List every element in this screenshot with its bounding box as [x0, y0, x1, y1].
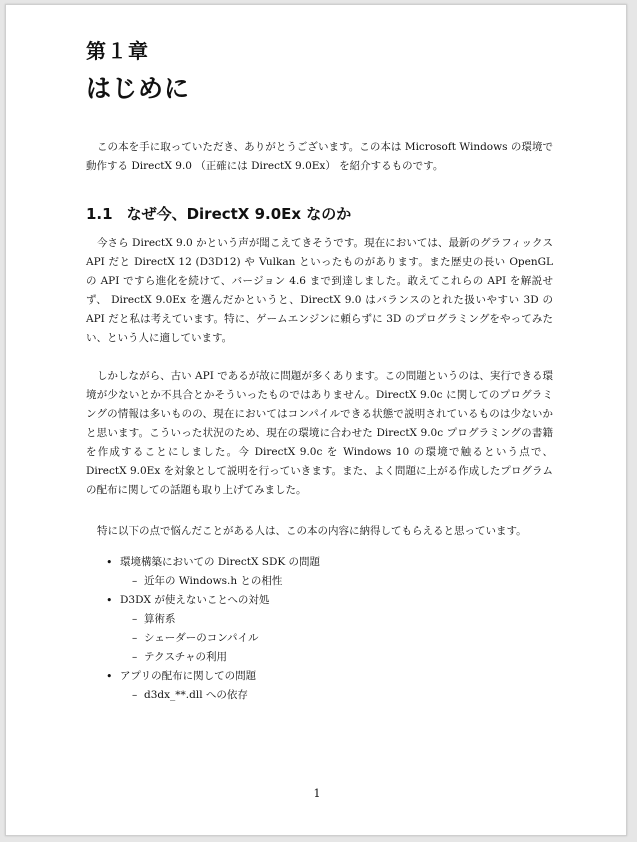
chapter-title: はじめに [86, 74, 191, 103]
body-paragraph: しかしながら、古い API であるが故に問題が多くあります。この問題というのは、実行できる環境が少ないとか不具合とかそういったものではありません。DirectX 9.0c に関してのプログラミングの情報は多いものの、現在においてはコンパイルできる状態で説明されているものは少ないかと思います。こういった状況のため、現在の環境に合わせた DirectX 9.0c プログラミングの書籍を作成することにしました。今 DirectX 9.0c を Windows 10 の環境で触るという点で、 DirectX 9.0Ex を対象として説明を行っていきます。また、よく問題に上がる作成したプログラムの配布に関しての話題も取り上げてみました。 [86, 370, 553, 496]
sub-list-item: – テクスチャの利用 [132, 648, 546, 667]
list-item-text: D3DX が使えないことへの対処 [120, 594, 270, 606]
sub-list-item: – 近年の Windows.h との相性 [132, 572, 546, 591]
body-paragraph: 特に以下の点で悩んだことがある人は、この本の内容に納得してもらえると思っています。 [97, 525, 527, 537]
section-title: なぜ今、DirectX 9.0Ex なのか [126, 205, 352, 223]
list-item-text: 環境構築においての DirectX SDK の問題 [120, 556, 321, 568]
intro-paragraph: この本を手に取っていただき、ありがとうございます。この本は Microsoft Windows の環境で動作する DirectX 9.0 （正確には DirectX 9.0Ex） を紹介するものです。 [86, 141, 553, 172]
body-paragraph: 今さら DirectX 9.0 かという声が聞こえてきそうです。現在においては、最新のグラフィックス API だと DirectX 12 (D3D12) や Vulkan といったものがあります。また歴史の長い OpenGL の API ですら進化を続けて、バージョン 4.6 まで到達しました。敢えてこれらの API を解説せず、 DirectX 9.0Ex を選んだかというと、DirectX 9.0 はバランスのとれた扱いやすい 3D の API だと私は考えています。特に、ゲームエンジンに頼らずに 3D のプログラミングをやってみたい、という人に適しています。 [86, 237, 553, 344]
section-heading [86, 203, 351, 224]
page-number: 1 [313, 787, 321, 800]
sub-list-item: – 算術系 [132, 610, 546, 629]
list-item-text: アプリの配布に関しての問題 [120, 670, 257, 682]
chapter-label: 第１章 [86, 39, 149, 63]
section-number: 1.1 [86, 205, 113, 223]
sub-list-item: – d3dx_**.dll への依存 [132, 686, 546, 705]
sub-list [120, 610, 546, 667]
list-item [106, 553, 546, 591]
sub-list [120, 686, 546, 705]
document-page [5, 4, 627, 836]
sub-list-item: – シェーダーのコンパイル [132, 629, 546, 648]
sub-list [120, 572, 546, 591]
list-item [106, 667, 546, 705]
list-item [106, 591, 546, 667]
bullet-list [106, 553, 546, 705]
